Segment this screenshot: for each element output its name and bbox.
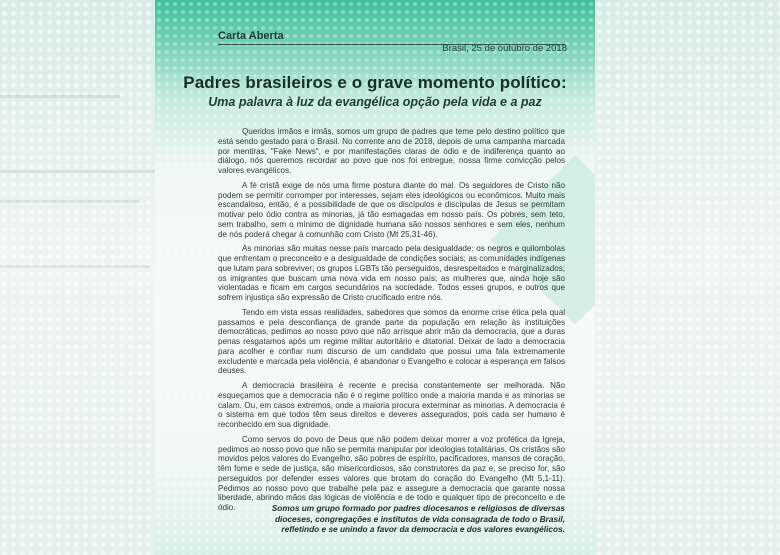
faded-text-line (0, 265, 150, 268)
signoff-line: Somos um grupo formado por padres diocesanos e religiosos de diversas (271, 503, 565, 513)
letter-date: Brasil, 25 de outubro de 2018 (442, 43, 567, 54)
signoff-line: refletindo e se unindo a favor da democracia e dos valores evangélicos. (281, 524, 565, 534)
paragraph: A democracia brasileira é recente e precisa constantemente ser melhorada. Não esqueçamos que a democracia não é o regime político onde a maioria manda e as minorias se calam. Ou, em casos extremos, onde a maioria procura exterminar as minorias. A democracia é o sistema em que todos têm seus direitos e deveres assegurados, pois cada ser humano é reconhecido em sua dignidade. (218, 381, 565, 429)
paragraph: Como servos do povo de Deus que não podem deixar morrer a voz profética da Igreja, pedimos ao nosso povo que não se permita manipular por ideologias totalitárias. Os cristãos são movidos pelos valores do Evangelho, são pobres de espírito, pacificadores, mansos de coração, têm fome e sede de justiça, são misericordiosos, são construtores da paz e, se preciso for, são perseguidos por defender esses valores que brotam do coração do Evangelho (Mt 5,1-11). Pedimos ao nosso povo que trabalhe pela paz e assegure a democracia que garante nossa liberdade, abrindo mãos das lógicas de violência e de todo e qualquer tipo de preconceito e de ódio. (218, 434, 565, 512)
left-background (0, 0, 155, 555)
paragraph: Tendo em vista essas realidades, sabedores que somos da enorme crise ética pela qual passamos e pela desconfiança de grande parte da população em relação às instituições democráticas, pedimos ao nosso povo que não arrisque abrir mão da democracia, que a duras penas resgatamos após um regime militar autoritário e ditatorial. Deixar de lado a democracia para acolher e confiar num discurso de um candidato que possui uma fala extremamente excludente e marcada pela violência, é abandonar o Evangelho e colocar a esperança em falsos deuses. (218, 307, 565, 376)
faded-text-line (0, 170, 155, 173)
paragraph: Queridos irmãos e irmãs, somos um grupo de padres que teme pelo destino político que está sendo gestado para o Brasil. No corrente ano de 2018, depois de uma campanha marcada por mentiras, "Fake News", e por manifestações claras de ódio e de indiferença quanto ao diálogo, nós queremos recordar ao povo que nos foi entregue, nossa firme convicção pelos valores evangélicos. (218, 127, 565, 175)
faded-text-line (0, 95, 120, 98)
letter-subtitle: Uma palavra à luz da evangélica opção pela vida e a paz (208, 95, 542, 109)
paragraph: As minorias são muitas nesse país marcado pela desigualdade: os negros e quilombolas que enfrentam o preconceito e a desigualdade de condições sociais; as comunidades indígenas que lutam para sobreviver; os grupos LGBTs tão perseguidos, desrespeitados e marginalizados; os imigrantes que buscam uma nova vida em nosso país; as mulheres que, ainda hoje são violentadas e ficam em cargos secundários na sociedade. Todos esses grupos, e outros que sofrem injustiça são expressão de Cristo crucificado entre nós. (218, 244, 565, 302)
signoff-line: dioceses, congregações e institutos de vida consagrada de todo o Brasil, (274, 513, 565, 524)
faded-text-line (0, 200, 140, 203)
letter-kind: Carta Aberta (218, 30, 284, 42)
signoff (235, 503, 565, 535)
paragraph: A fé cristã exige de nós uma firme postura diante do mal. Os seguidores de Cristo não podem se permitir corromper por interesses, sejam eles ideológicos ou econômicos. Muito mais escandaloso, então, é a possibilidade de que os discípulos e discípulas de Jesus se permitam motivar pelo ódio contra as minorias, já tão esmagadas em nosso país. Os pobres, sem teto, sem trabalho, sem o mínimo de dignidade humana são nossos senhores e sem eles, nenhum de nós poderá chegar à comunhão com Cristo (Mt 25,31-46). (218, 180, 565, 239)
letter-page (155, 0, 595, 555)
right-background (595, 0, 780, 555)
letter-body (218, 127, 565, 518)
letter-title: Padres brasileiros e o grave momento político: (183, 73, 567, 92)
